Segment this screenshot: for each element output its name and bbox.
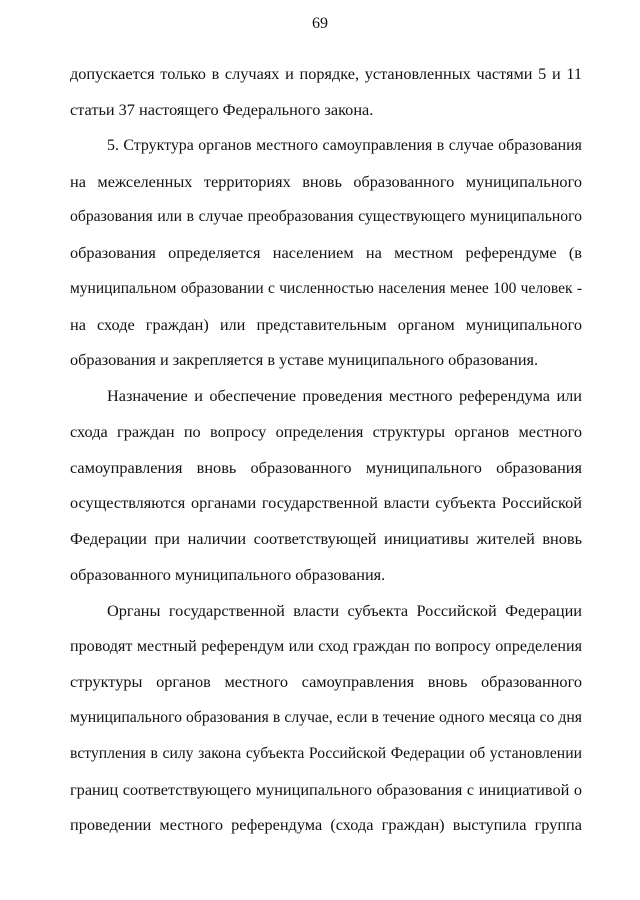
text-line: проведении местного референдума (схода граждан) выступила группа: [70, 815, 582, 834]
text-line: допускается только в случаях и порядке, установленных частями 5 и 11: [70, 64, 582, 83]
text-line: осуществляются органами государственной власти субъекта Российской: [70, 493, 582, 512]
text-line: Органы государственной власти субъекта Российской Федерации: [107, 601, 582, 620]
text-line: на сходе граждан) или представительным органом муниципального: [70, 315, 582, 334]
text-line: образования определяется населением на местном референдуме (в: [70, 243, 582, 262]
text-line: Назначение и обеспечение проведения местного референдума или: [107, 386, 582, 405]
text-line: схода граждан по вопросу определения структуры органов местного: [70, 422, 582, 441]
text-line: 5. Структура органов местного самоуправления в случае образования: [107, 137, 582, 154]
text-line: на межселенных территориях вновь образованного муниципального: [70, 172, 582, 191]
text-line: вступления в силу закона субъекта Российской Федерации об установлении: [70, 745, 582, 762]
text-line: муниципального образования в случае, если в течение одного месяца со дня: [70, 709, 582, 726]
text-line: статьи 37 настоящего Федерального закона.: [70, 100, 374, 119]
text-line: муниципальном образовании с численностью населения менее 100 человек -: [70, 280, 582, 297]
text-line: проводят местный референдум или сход граждан по вопросу определения: [70, 638, 582, 655]
text-line: образования или в случае преобразования существующего муниципального: [70, 208, 582, 225]
text-line: границ соответствующего муниципального образования с инициативой о: [70, 780, 582, 799]
text-line: образованного муниципального образования.: [70, 565, 386, 584]
page-number: 69: [312, 15, 328, 32]
text-line: Федерации при наличии соответствующей инициативы жителей вновь: [70, 529, 582, 548]
text-line: самоуправления вновь образованного муниципального образования: [70, 458, 582, 477]
text-line: образования и закрепляется в уставе муниципального образования.: [70, 350, 539, 369]
text-line: структуры органов местного самоуправления вновь образованного: [70, 672, 582, 691]
